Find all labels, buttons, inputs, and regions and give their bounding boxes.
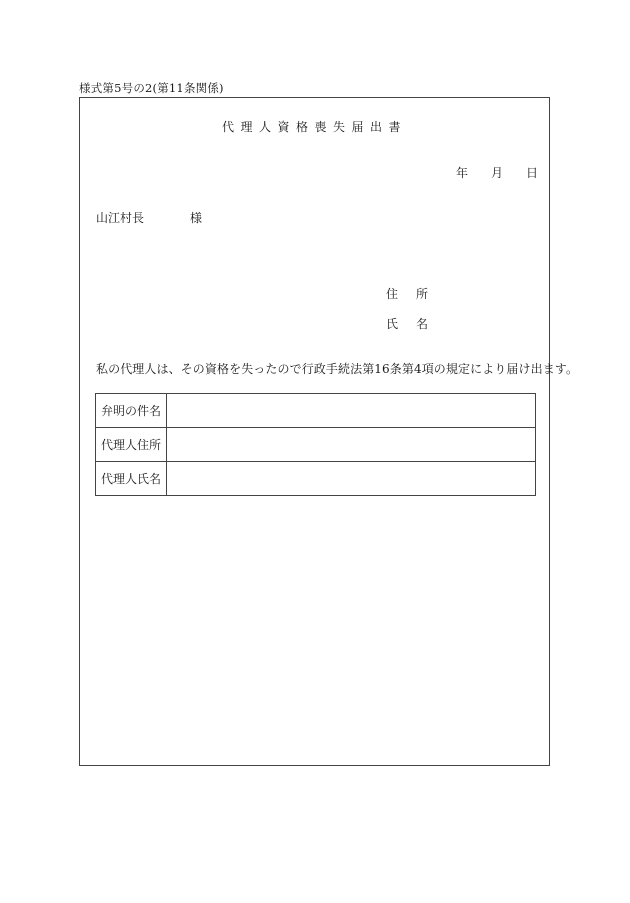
addressee-honorific: 様	[190, 211, 203, 225]
table-row-label: 代理人住所	[96, 428, 167, 462]
addressee-name: 山江村長	[96, 211, 145, 225]
agent-address-field[interactable]	[166, 428, 535, 462]
applicant-address-label: 住 所	[386, 287, 429, 301]
case-subject-field[interactable]	[166, 394, 535, 428]
table-row	[96, 394, 536, 428]
form-title: 代理人資格喪失届出書	[221, 120, 407, 134]
detail-table	[95, 393, 536, 496]
form-number: 様式第5号の2(第11条関係)	[79, 81, 224, 95]
addressee	[96, 209, 202, 226]
table-row-label: 弁明の件名	[96, 394, 167, 428]
table-row	[96, 462, 536, 496]
form-frame	[79, 97, 579, 766]
date-month-label: 月	[491, 166, 504, 180]
date-day-label: 日	[526, 166, 539, 180]
date-year-label: 年	[456, 166, 469, 180]
table-row-label: 代理人氏名	[96, 462, 167, 496]
statement-text: 私の代理人は、その資格を失ったので行政手続法第16条第4項の規定により届け出ます。	[96, 362, 579, 376]
applicant-name-label: 氏 名	[386, 317, 429, 331]
table-row	[96, 428, 536, 462]
agent-name-field[interactable]	[166, 462, 535, 496]
